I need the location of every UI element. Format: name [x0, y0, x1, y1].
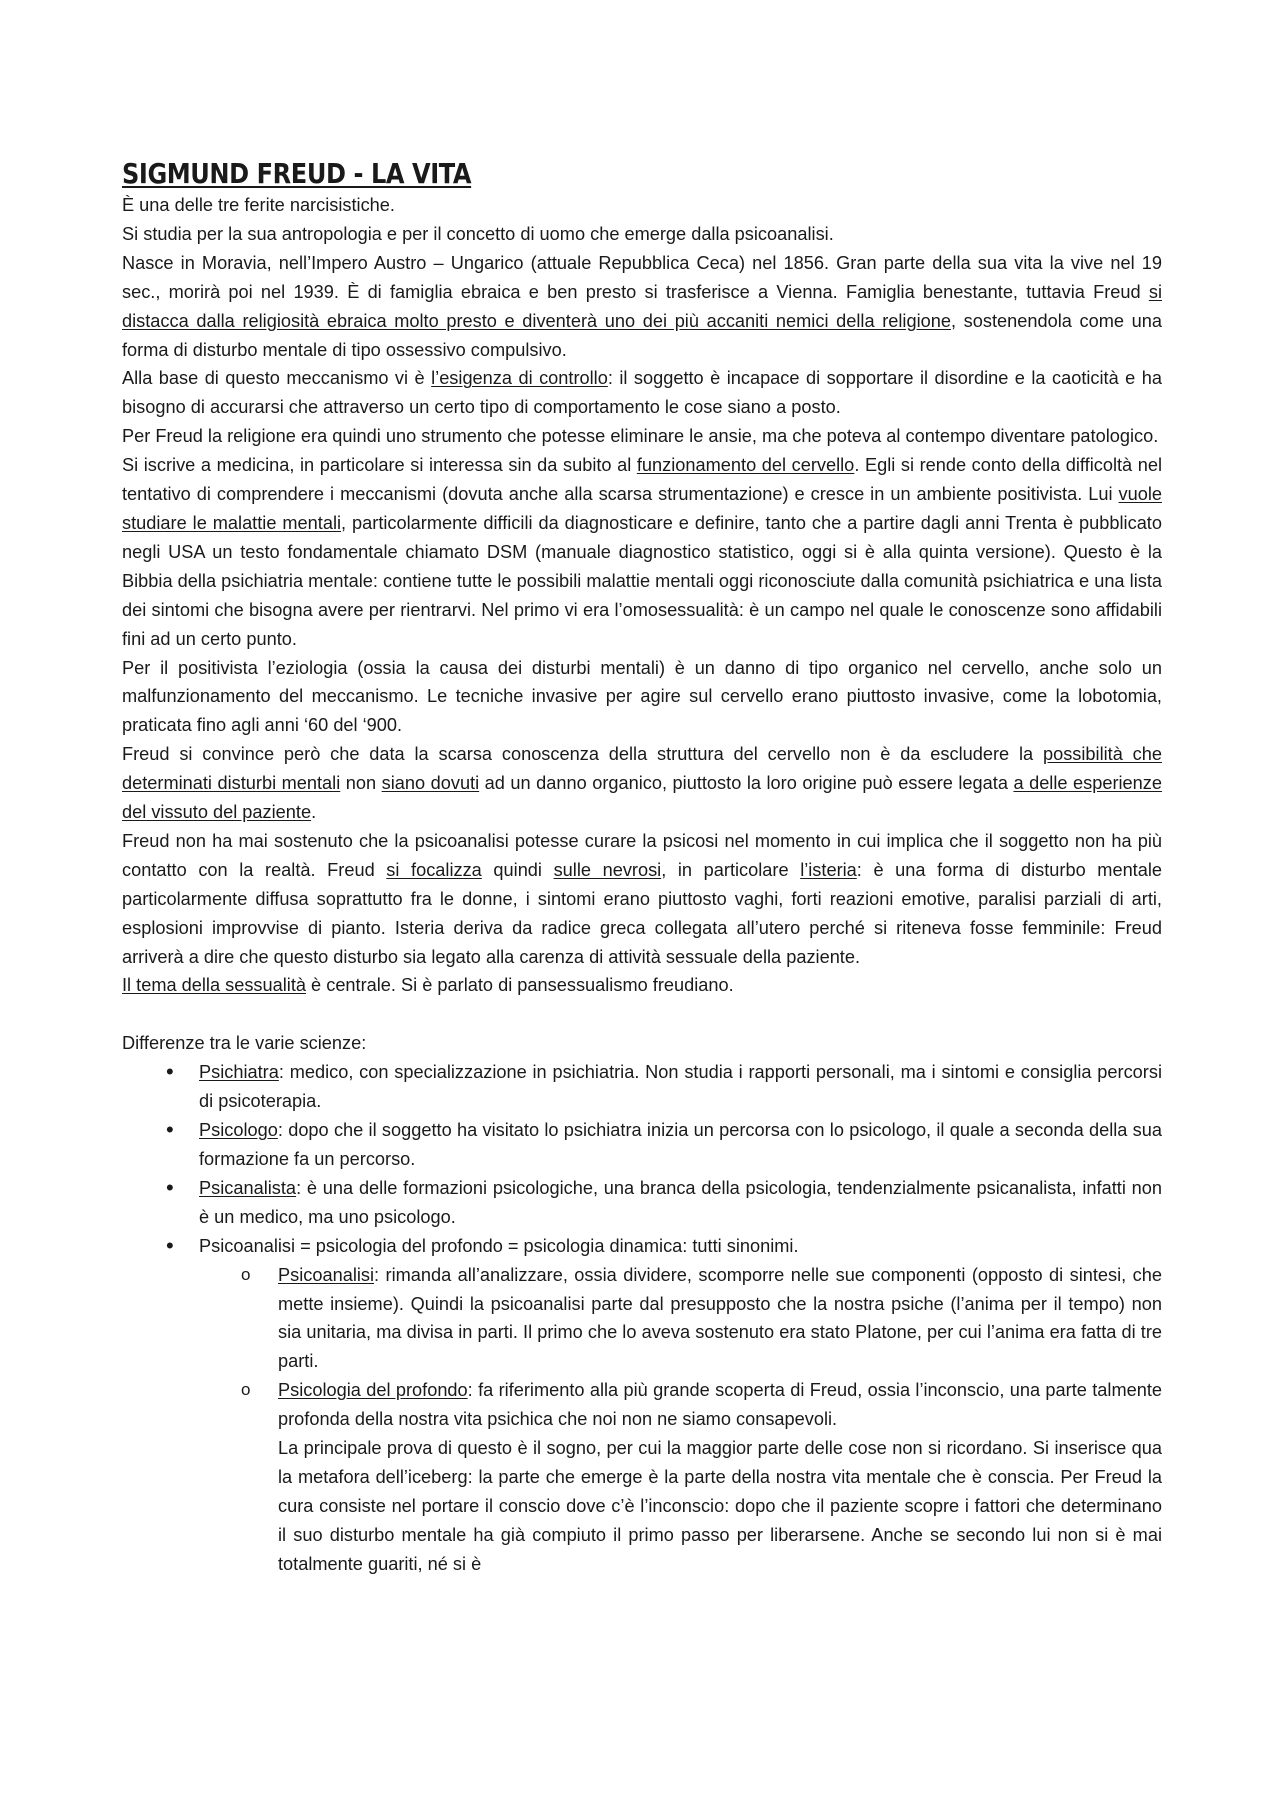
underlined-phrase: funzionamento del cervello: [636, 455, 855, 476]
sub-list-item: [278, 1261, 1162, 1377]
underlined-phrase: sulle nevrosi: [553, 859, 662, 880]
text-run: Alla base di questo meccanismo vi è: [122, 368, 432, 389]
text-run: non: [340, 773, 382, 794]
paragraph-conviction: [122, 740, 1162, 827]
list-term: Psichiatra: [199, 1062, 279, 1083]
document-body: [122, 156, 1162, 1579]
list-item: [199, 1058, 1162, 1116]
underlined-phrase: si focalizza: [386, 859, 482, 880]
underlined-phrase: Il tema della sessualità: [122, 975, 306, 996]
sub-list-item: [278, 1376, 1162, 1578]
underlined-phrase: siano dovuti: [381, 773, 480, 794]
list-text: : è una delle formazioni psicologiche, una branca della psicologia, tendenzialmente psicanalista, infatti non è un medico, ma uno psicologo.: [199, 1177, 1162, 1227]
list-text: : dopo che il soggetto ha visitato lo psichiatra inizia un percorsa con lo psicologo, il quale a seconda della sua formazione fa un percorso.: [199, 1120, 1162, 1169]
list-term: Psicoanalisi: [278, 1264, 375, 1285]
text-run: Si iscrive a medicina, in particolare si interessa sin da subito al: [122, 455, 637, 476]
list-term: Psicologo: [199, 1120, 278, 1141]
text-run: .: [311, 802, 317, 823]
underlined-phrase: possibilità che determinati disturbi mentali: [122, 744, 1162, 794]
intro-line-2: Si studia per la sua antropologia e per il concetto di uomo che emerge dalla psicoanalisi.: [122, 223, 834, 244]
intro-line-1: È una delle tre ferite narcisistiche.: [122, 195, 395, 215]
text-run: Nasce in Moravia, nell’Impero Austro – Ungarico (attuale Repubblica Ceca) nel 1856. Gran parte della sua vita la vive nel 19 sec., morirà poi nel 1939. È di famiglia ebraica e ben presto si trasferisce a Vienna. Famiglia benestante, tuttavia Freud: [122, 252, 1162, 302]
list-item: [199, 1116, 1162, 1174]
underlined-phrase: a delle esperienze del vissuto del paziente: [122, 773, 1162, 823]
text-run: . Egli si rende conto della difficoltà nel tentativo di comprendere i meccanismi (dovuta anche alla scarsa strumentazione) e cresce in un ambiente positivista. Lui: [122, 455, 1163, 505]
page-title: SIGMUND FREUD - LA VITA: [122, 157, 472, 190]
underlined-phrase: si distacca dalla religiosità ebraica molto presto e diventerà uno dei più accaniti nemici della religione: [122, 281, 1162, 331]
text-run: Freud si convince però che data la scarsa conoscenza della struttura del cervello non è da escludere la: [122, 744, 1043, 765]
text-run: quindi: [481, 859, 554, 880]
list-item: [199, 1174, 1162, 1232]
paragraph-birth: [122, 249, 1162, 365]
text-run: , sostenendola come una forma di disturbo mentale di tipo ossessivo compulsivo.: [122, 310, 1162, 360]
paragraph-religion: Per Freud la religione era quindi uno strumento che potesse eliminare le ansie, ma che poteva al contempo diventare patologico.: [122, 426, 1159, 447]
underlined-phrase: vuole studiare le malattie mentali: [122, 484, 1162, 533]
text-run: è centrale. Si è parlato di pansessualismo freudiano.: [306, 975, 734, 996]
sub-bullet-list: [199, 1261, 1162, 1579]
list-heading: Differenze tra le varie scienze:: [122, 1033, 367, 1054]
text-run: , in particolare: [661, 859, 801, 880]
paragraph-neurosis: [122, 827, 1162, 972]
list-text: Psicoanalisi = psicologia del profondo = psicologia dinamica: tutti sinonimi.: [199, 1235, 799, 1256]
text-run: , particolarmente difficili da diagnosticare e definire, tanto che a partire dagli anni Trenta è pubblicato negli USA un testo fondamentale chiamato DSM (manuale diagnostico statistico, oggi si è alla quinta versione). Questo è la Bibbia della psichiatria mentale: contiene tutte le possibili malattie mentali oggi riconosciute dalla comunità psichiatrica e una lista dei sintomi che bisogna avere per rientrarvi. Nel primo vi era l’omosessualità: è un campo nel quale le conoscenze sono affidabili fini ad un certo punto.: [122, 512, 1162, 649]
list-text: : fa riferimento alla più grande scoperta di Freud, ossia l’inconscio, una parte talmente profonda della nostra vita psichica che noi non ne siamo consapevoli.: [278, 1380, 1162, 1430]
text-run: Freud non ha mai sostenuto che la psicoanalisi potesse curare la psicosi nel momento in cui implica che il soggetto non ha più contatto con la realtà. Freud: [122, 830, 1162, 880]
paragraph-positivism: Per il positivista l’eziologia (ossia la causa dei disturbi mentali) è un danno di tipo organico nel cervello, anche solo un malfunzionamento del meccanismo. Le tecniche invasive per agire sul cervello erano piuttosto invasive, come la lobotomia, praticata fino agli anni ‘60 del ‘900.: [122, 657, 1162, 736]
text-run: : il soggetto è incapace di sopportare il disordine e la caoticità e ha bisogno di accurarsi che attraverso un certo tipo di comportamento le cose siano a posto.: [122, 368, 1162, 418]
list-term: Psicologia del profondo: [278, 1380, 468, 1401]
list-text: : rimanda all’analizzare, ossia dividere, scomporre nelle sue componenti (opposto di sintesi, che mette insieme). Quindi la psicoanalisi parte dal presupposto che la nostra psiche (l’anima per il tempo) non sia unitaria, ma divisa in parti. Il primo che lo aveva sostenuto era stato Platone, per cui l’anima era fatta di tre parti.: [278, 1264, 1162, 1372]
paragraph-control: [122, 364, 1162, 422]
bullet-list: [122, 1058, 1162, 1578]
list-text: : medico, con specializzazione in psichiatria. Non studia i rapporti personali, ma i sintomi e consiglia percorsi di psicoterapia.: [199, 1062, 1162, 1112]
paragraph-sexuality: [122, 971, 1162, 1000]
list-term: Psicanalista: [199, 1177, 297, 1198]
blank-line: [122, 1000, 1162, 1029]
underlined-phrase: l’isteria: [800, 859, 857, 880]
paragraph-medicine: [122, 451, 1162, 653]
list-item: [199, 1232, 1162, 1579]
sub-list-continuation: La principale prova di questo è il sogno, per cui la maggior parte delle cose non si ricordano. Si inserisce qua la metafora dell’iceberg: la parte che emerge è la parte della nostra vita mentale che è conscia. Per Freud la cura consiste nel portare il conscio dove c’è l’inconscio: dopo che il paziente scopre i fattori che determinano il suo disturbo mentale ha già compiuto il primo passo per liberarsene. Anche se secondo lui non si è mai totalmente guariti, né si è: [278, 1438, 1162, 1574]
text-run: : è una forma di disturbo mentale particolarmente diffusa soprattutto fra le donne, i sintomi erano piuttosto vaghi, forti reazioni emotive, paralisi parziali di arti, esplosioni improvvise di pianto. Isteria deriva da radice greca collegata all’utero perché si riteneva fosse femminile: Freud arriverà a dire che questo disturbo sia legato alla carenza di attività sessuale della paziente.: [122, 859, 1163, 967]
text-run: ad un danno organico, piuttosto la loro origine può essere legata: [479, 773, 1014, 794]
underlined-phrase: l’esigenza di controllo: [431, 368, 608, 389]
